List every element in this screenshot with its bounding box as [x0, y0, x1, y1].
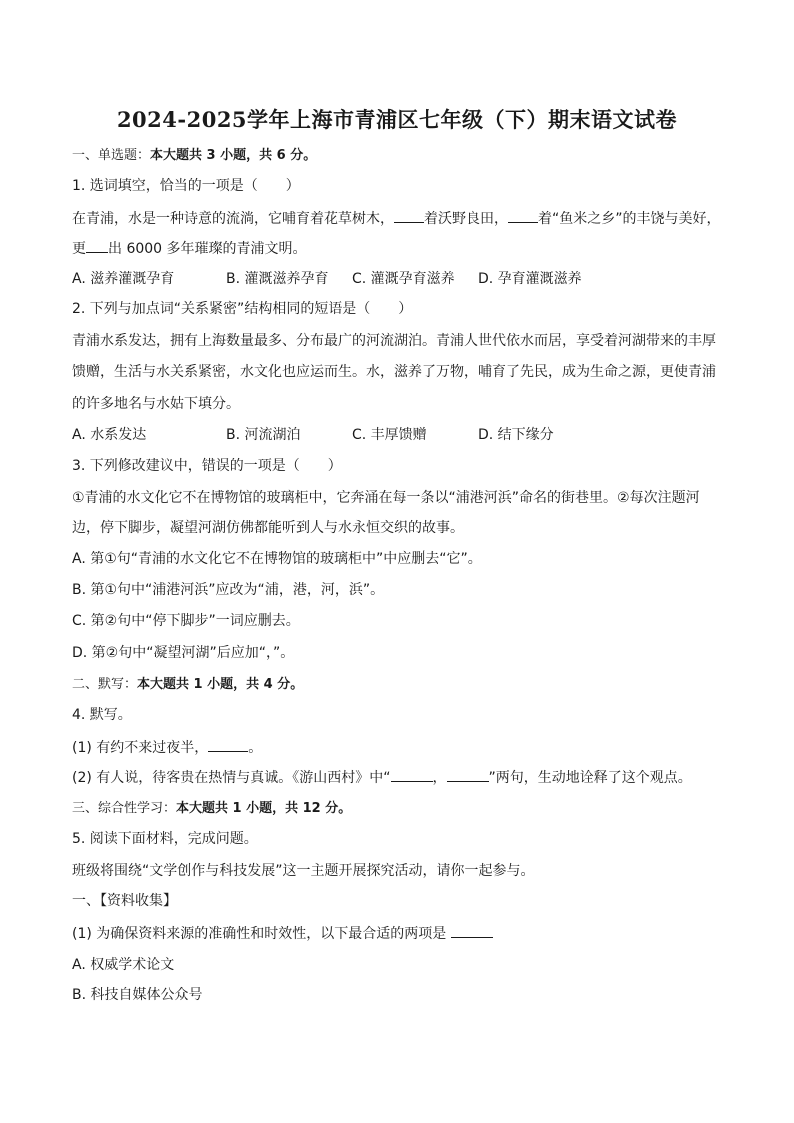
q4-text-part: (1) 有约不来过夜半， — [72, 740, 209, 756]
q5-part-1: 一、【资料收集】 — [72, 893, 177, 909]
q1-stem: 1. 选词填空，恰当的一项是（ ） — [72, 178, 300, 194]
answer-blank[interactable] — [391, 767, 433, 782]
q4-text-part: (2) 有人说，待客贵在热情与真诚。《游山西村》中“ — [72, 770, 391, 786]
q1-option-c[interactable]: C. 灌溉孕育滋养 — [352, 271, 455, 287]
fill-blank — [86, 238, 108, 253]
q3-text-line-1: ①青浦的水文化它不在博物馆的玻璃柜中，它奔涌在每一条以“浦港河浜”命名的街巷里。②每次注题河 — [72, 490, 700, 506]
q5-option-b[interactable]: B. 科技自媒体公众号 — [72, 987, 203, 1003]
q1-text-part: 着沃野良田， — [424, 211, 508, 227]
q1-text-part: 更 — [72, 241, 86, 257]
q3-stem: 3. 下列修改建议中，错误的一项是（ ） — [72, 458, 342, 474]
q4-text-part: ， — [432, 770, 447, 786]
answer-blank[interactable] — [451, 923, 493, 938]
q5-text-part: (1) 为确保资料来源的准确性和时效性，以下最合适的两项是 — [72, 926, 447, 942]
section-name: 三、综合性学习： — [72, 801, 177, 816]
answer-blank[interactable] — [447, 767, 489, 782]
q4-item-1 — [72, 737, 732, 758]
section-header-1 — [72, 146, 732, 166]
q2-stem: 2. 下列与加点词“关系紧密”结构相同的短语是（ ） — [72, 301, 413, 317]
q2-text-line-3: 的许多地名与水姑下填分。 — [72, 396, 240, 412]
q2-text-line-1: 青浦水系发达，拥有上海数量最多、分布最广的河流湖泊。青浦人世代依水而居，享受着河湖带来的丰厚 — [72, 333, 716, 349]
q1-text-line-2 — [72, 238, 732, 259]
q2-text-line-2: 馈赠，生活与水关系紧密，水文化也应运而生。水，滋养了万物，哺育了先民，成为生命之源，更使青浦 — [72, 364, 716, 380]
q5-sub-1 — [72, 923, 732, 944]
q4-text-part: 。 — [248, 740, 263, 756]
section-desc: 本大题共 1 小题，共 12 分。 — [176, 801, 352, 816]
q4-stem: 4. 默写。 — [72, 707, 132, 723]
section-header-2 — [72, 675, 732, 695]
section-desc: 本大题共 1 小题，共 4 分。 — [137, 677, 304, 692]
q1-option-a[interactable]: A. 滋养灌溉孕育 — [72, 271, 175, 287]
q5-stem: 5. 阅读下面材料，完成问题。 — [72, 831, 258, 847]
q4-text-part: ”两句，生动地诠释了这个观点。 — [488, 770, 692, 786]
q2-option-b[interactable]: B. 河流湖泊 — [226, 427, 301, 443]
q3-text-line-2: 边，停下脚步，凝望河湖仿佛都能听到人与水永恒交织的故事。 — [72, 520, 464, 536]
q5-option-a[interactable]: A. 权威学术论文 — [72, 957, 175, 973]
q2-option-d[interactable]: D. 结下缘分 — [478, 427, 554, 443]
q3-option-c[interactable]: C. 第②句中“停下脚步”一词应删去。 — [72, 613, 300, 629]
q1-text-part: 着“鱼米之乡”的丰饶与美好， — [538, 211, 721, 227]
q3-option-a[interactable]: A. 第①句“青浦的水文化它不在博物馆的玻璃柜中”中应删去“它”。 — [72, 551, 482, 567]
fill-blank — [394, 208, 424, 223]
q1-text-line-1 — [72, 208, 732, 229]
q3-option-b[interactable]: B. 第①句中“浦港河浜”应改为“浦，港，河，浜”。 — [72, 582, 385, 598]
q1-option-b[interactable]: B. 灌溉滋养孕育 — [226, 271, 329, 287]
section-name: 二、默写： — [72, 677, 138, 692]
q1-text-part: 在青浦，水是一种诗意的流淌，它哺育着花草树木， — [72, 211, 394, 227]
answer-blank[interactable] — [208, 737, 248, 752]
q2-option-a[interactable]: A. 水系发达 — [72, 427, 147, 443]
q2-option-c[interactable]: C. 丰厚馈赠 — [352, 427, 427, 443]
section-header-3 — [72, 799, 732, 819]
fill-blank — [508, 208, 538, 223]
section-name: 一、单选题： — [72, 148, 151, 163]
q1-option-d[interactable]: D. 孕育灌溉滋养 — [478, 271, 582, 287]
section-desc: 本大题共 3 小题，共 6 分。 — [150, 148, 317, 163]
q5-intro: 班级将围绕“文学创作与科技发展”这一主题开展探究活动，请你一起参与。 — [72, 863, 535, 879]
q1-text-part: 出 6000 多年璀璨的青浦文明。 — [108, 241, 307, 257]
q3-option-d[interactable]: D. 第②句中“凝望河湖”后应加“，”。 — [72, 645, 295, 661]
exam-title: 2024-2025学年上海市青浦区七年级（下）期末语文试卷 — [116, 107, 678, 132]
q4-item-2 — [72, 767, 732, 788]
